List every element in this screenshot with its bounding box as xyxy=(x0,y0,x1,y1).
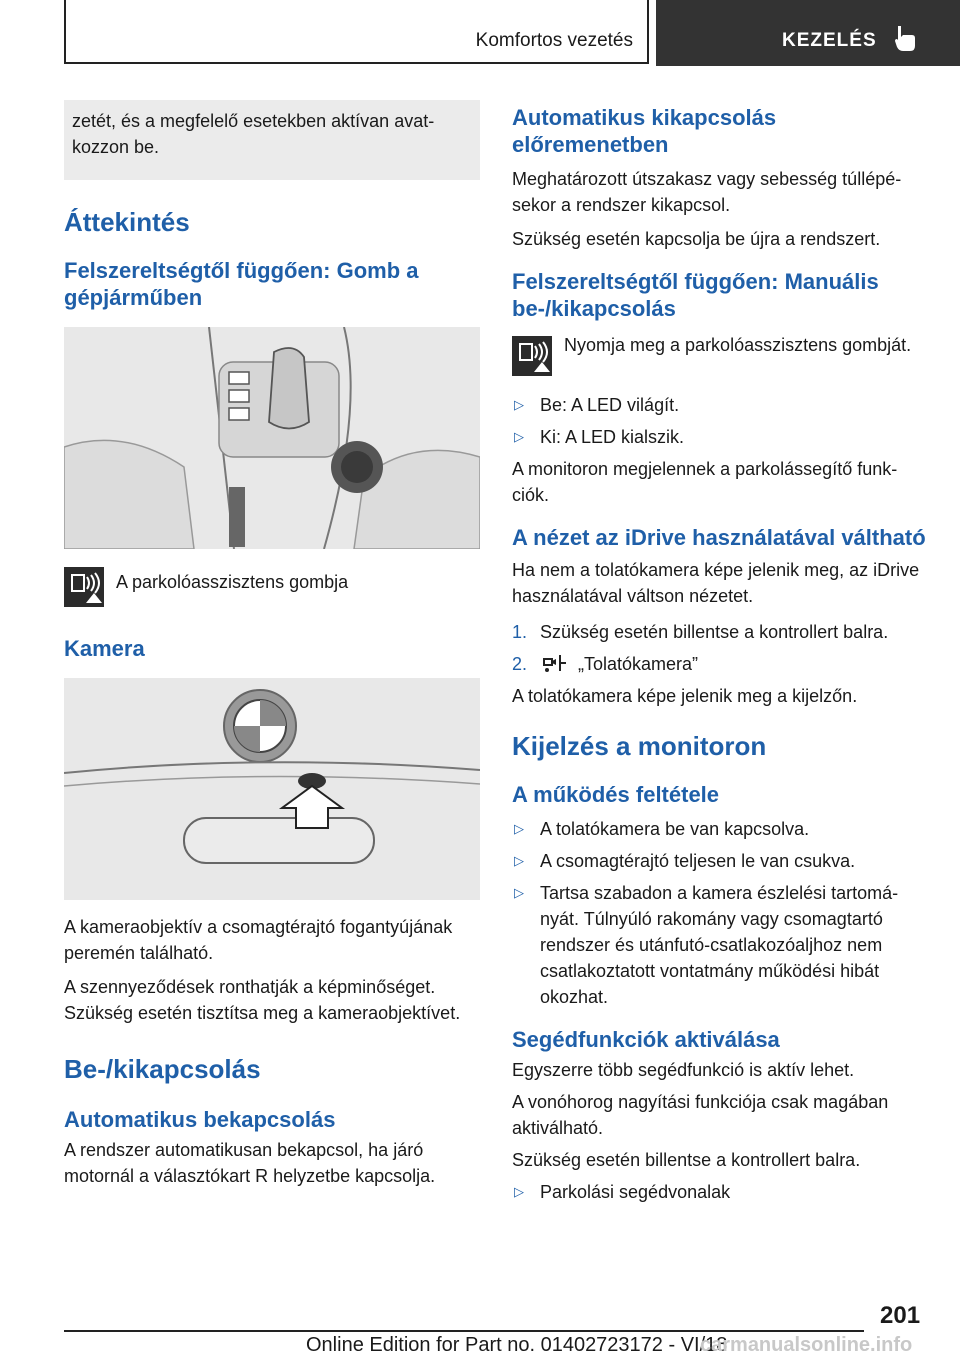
list-item xyxy=(512,848,928,874)
step-text: „Tolatókamera” xyxy=(578,654,699,674)
condition-bullet-list xyxy=(512,816,928,1010)
console-button-photo xyxy=(64,327,480,549)
bullet-triangle-icon: ▷ xyxy=(514,853,524,868)
watermark: carmanualsonline.info xyxy=(700,1334,913,1356)
header-chapter-tab xyxy=(656,0,960,66)
idrive-after-text: A tolatókamera képe jelenik meg a kijelzőn. xyxy=(512,686,858,706)
bullet-text: A tolatókamera be van kapcsolva. xyxy=(540,819,810,839)
bullet-triangle-icon: ▷ xyxy=(514,1184,524,1199)
manual-after-text: A monitoron megjelennek a parkolássegítő funkciók. xyxy=(512,459,898,505)
heading-assist: Segédfunkciók aktiválása xyxy=(512,1027,780,1052)
bullet-triangle-icon: ▷ xyxy=(514,821,524,836)
bullet-text: Be: A LED világít. xyxy=(540,395,680,415)
edition-text: Online Edition for Part no. 01402723172 - VI/18 xyxy=(306,1334,728,1356)
heading-display: Kijelzés a monitoron xyxy=(512,731,767,761)
heading-on-off: Be-/kikapcsolás xyxy=(64,1054,261,1084)
bullet-text: A csomagtérajtó teljesen le van csukva. xyxy=(540,851,856,871)
step-number: 2. xyxy=(512,654,528,674)
list-item xyxy=(512,880,928,1010)
camera-location-text: A kameraobjektív a csomagtérajtó fogantyújának peremén található. xyxy=(64,917,453,963)
console-illustration xyxy=(64,327,480,549)
tailgate-illustration xyxy=(64,678,480,900)
park-assist-button-icon xyxy=(64,567,104,607)
manual-instruction-row xyxy=(512,336,928,376)
heading-condition: A működés feltétele xyxy=(512,782,720,807)
pointing-hand-icon xyxy=(894,24,916,52)
list-item xyxy=(512,392,928,418)
heading-overview: Áttekintés xyxy=(64,207,190,237)
right-column xyxy=(512,100,928,1205)
heading-button-in-vehicle: Felszereltségtől függően: Gomb a gépjárműben xyxy=(64,258,419,310)
header-section-box xyxy=(64,0,649,64)
manual-bullet-list xyxy=(512,392,928,450)
list-item xyxy=(512,816,928,842)
camera-location-photo xyxy=(64,678,480,900)
footer-divider xyxy=(64,1330,864,1332)
header-section-title: Komfortos vezetés xyxy=(475,30,633,51)
button-caption: A parkolóasszisztens gombja xyxy=(116,572,349,592)
bullet-triangle-icon: ▷ xyxy=(514,429,524,444)
auto-on-text: A rendszer automatikusan bekapcsol, ha járó motornál a választókart R helyzetbe kapcsolja. xyxy=(64,1140,436,1186)
assist-text-1: Egyszerre több segédfunkció is aktív lehet. xyxy=(512,1060,855,1080)
heading-auto-off: Automatikus kikapcsolás előremenetben xyxy=(512,105,777,157)
heading-camera: Kamera xyxy=(64,636,145,661)
bullet-triangle-icon: ▷ xyxy=(514,885,524,900)
camera-clean-text: A szennyeződések ronthatják a képminőséget. Szükség esetén tisztítsa meg a kameraobjektívet. xyxy=(64,977,461,1023)
heading-idrive: A nézet az iDrive használatával váltható xyxy=(512,525,926,550)
step-number: 1. xyxy=(512,622,528,642)
rear-camera-icon xyxy=(540,651,570,675)
manual-text: Nyomja meg a parkolóasszisztens gombját. xyxy=(564,335,912,355)
list-item xyxy=(512,619,928,645)
bullet-triangle-icon: ▷ xyxy=(514,397,524,412)
heading-manual: Felszereltségtől függően: Manuális be-/kikapcsolás xyxy=(512,269,879,321)
idrive-text: Ha nem a tolatókamera képe jelenik meg, az iDrive használatával váltson nézetet. xyxy=(512,560,920,606)
list-item xyxy=(512,1179,928,1205)
assist-text-2: A vonóhorog nagyítási funkciója csak magában aktiválható. xyxy=(512,1092,889,1138)
auto-off-text-2: Szükség esetén kapcsolja be újra a rendszert. xyxy=(512,229,881,249)
heading-auto-on: Automatikus bekapcsolás xyxy=(64,1107,336,1132)
bullet-text: Parkolási segédvonalak xyxy=(540,1182,731,1202)
step-text: Szükség esetén billentse a kontrollert balra. xyxy=(540,622,889,642)
left-column xyxy=(64,100,480,1189)
idrive-steps xyxy=(512,619,928,677)
list-item xyxy=(512,651,928,677)
header-chapter-label: KEZELÉS xyxy=(782,30,877,51)
assist-bullet-list xyxy=(512,1179,928,1205)
note-text: zetét, és a megfelelő esetekben aktívan avatkozzon be. xyxy=(72,111,435,157)
bullet-text: Ki: A LED kialszik. xyxy=(540,427,685,447)
button-caption-row xyxy=(64,567,480,607)
park-assist-button-icon xyxy=(512,336,552,376)
bullet-text: Tartsa szabadon a kamera észlelési tartományát. Túlnyúló rakomány vagy csomagtartó rendszer és utánfutó-csatlakozóaljhoz nem csatlakoztatott vontatmány működési hibát okozhat. xyxy=(540,883,899,1007)
list-item xyxy=(512,424,928,450)
assist-text-3: Szükség esetén billentse a kontrollert balra. xyxy=(512,1150,861,1170)
page-number: 201 xyxy=(880,1302,921,1329)
auto-off-text-1: Meghatározott útszakasz vagy sebesség túllépésekor a rendszer kikapcsol. xyxy=(512,169,902,215)
continued-note-box xyxy=(64,100,480,180)
